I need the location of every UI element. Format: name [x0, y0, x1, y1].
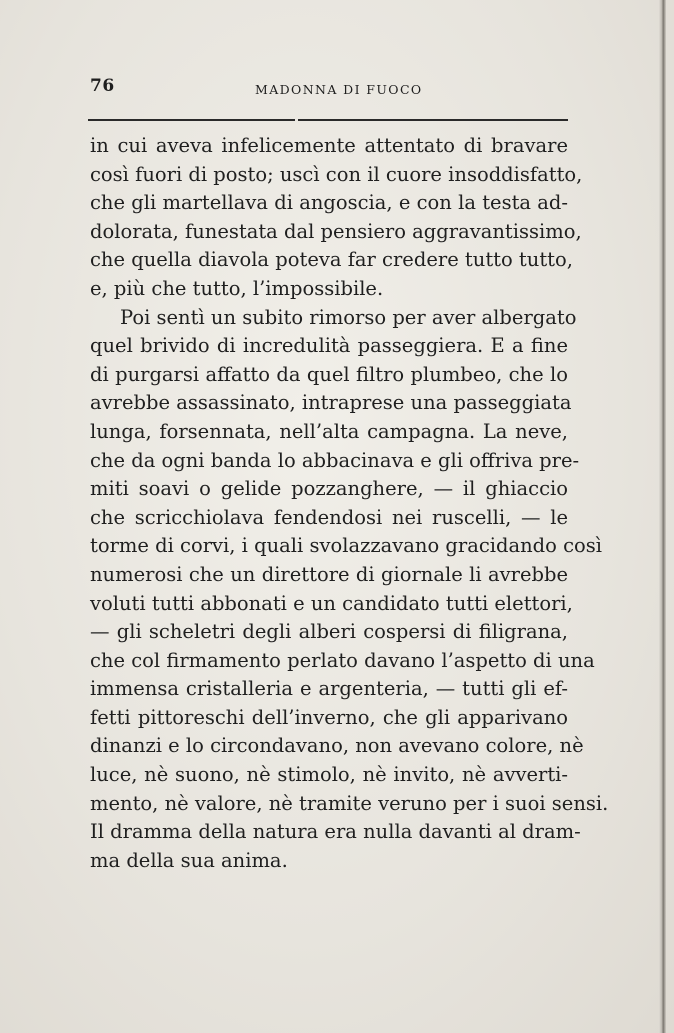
text-line: Il dramma della natura era nulla davanti al dram- — [90, 820, 581, 844]
header-rule-right — [298, 119, 568, 121]
text-line: voluti tutti abbonati e un candidato tutti elettori, — [90, 591, 573, 615]
text-line: ma della sua anima. — [90, 848, 288, 872]
text-line: avrebbe assassinato, intraprese una passeggiata — [90, 391, 572, 415]
text-line: dolorata, funestata dal pensiero aggravantissimo, — [90, 219, 582, 243]
body-text — [90, 132, 609, 875]
header-rule-left — [88, 119, 295, 121]
binding-edge — [659, 0, 666, 1033]
page-header — [90, 76, 568, 102]
text-line: che quella diavola poteva far credere tutto tutto, — [90, 248, 573, 272]
text-line: fetti pittoreschi dell’inverno, che gli apparivano — [90, 705, 568, 729]
running-title: MADONNA DI FUOCO — [255, 82, 423, 97]
text-line: di purgarsi affatto da quel filtro plumbeo, che lo — [90, 362, 568, 386]
text-line: che gli martellava di angoscia, e con la testa ad- — [90, 191, 568, 215]
text-line: lunga, forsennata, nell’alta campagna. La neve, — [90, 419, 568, 443]
text-line: e, più che tutto, l’impossibile. — [90, 276, 384, 300]
text-line: — gli scheletri degli alberi cospersi di filigrana, — [90, 620, 568, 644]
text-line: che da ogni banda lo abbacinava e gli offriva pre- — [90, 448, 580, 472]
text-line: torme di corvi, i quali svolazzavano gracidando così — [90, 534, 602, 558]
text-line: quel brivido di incredulità passeggiera. E a fine — [90, 334, 568, 358]
text-line: miti soavi o gelide pozzanghere, — il ghiaccio — [90, 477, 568, 501]
text-line: luce, nè suono, nè stimolo, nè invito, nè avverti- — [90, 763, 568, 787]
text-line: così fuori di posto; uscì con il cuore insoddisfatto, — [90, 162, 583, 186]
text-line: Poi sentì un subito rimorso per aver albergato — [120, 305, 577, 329]
page-number: 76 — [90, 76, 115, 96]
text-line: mento, nè valore, nè tramite veruno per i suoi sensi. — [90, 791, 609, 815]
text-line: immensa cristalleria e argenteria, — tutti gli ef- — [90, 677, 568, 701]
text-line: in cui aveva infelicemente attentato di bravare — [90, 134, 568, 157]
text-line: che col firmamento perlato davano l’aspetto di una — [90, 648, 595, 672]
text-line: che scricchiolava fendendosi nei ruscelli, — le — [90, 505, 568, 529]
text-line: dinanzi e lo circondavano, non avevano colore, nè — [90, 734, 584, 758]
text-line: numerosi che un direttore di giornale li avrebbe — [90, 562, 568, 586]
